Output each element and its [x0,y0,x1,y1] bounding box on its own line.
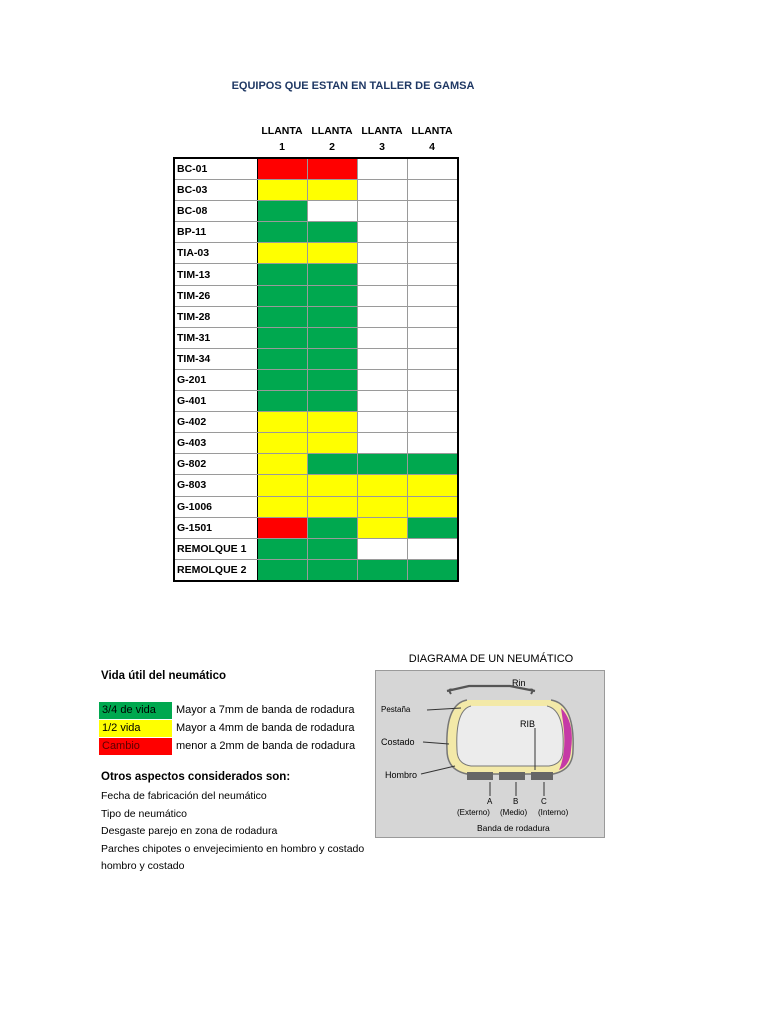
equipment-label: G-401 [174,391,258,412]
aspect-item: Tipo de neumático [101,807,187,820]
equipment-label: TIM-31 [174,327,258,348]
tire-status-cell-llanta-4 [408,496,459,517]
tire-status-cell-llanta-1 [258,412,308,433]
tire-status-cell-llanta-3 [358,475,408,496]
column-header-line1: LLANTA [261,125,303,137]
table-row [174,538,458,559]
tire-status-cell-llanta-2 [308,158,358,180]
tire-status-table [173,157,459,582]
label-b: B [513,797,519,806]
tread-block-a [467,772,493,780]
tire-status-cell-llanta-2 [308,348,358,369]
tire-status-cell-llanta-2 [308,243,358,264]
column-header-line2: 2 [329,141,335,153]
table-row [174,327,458,348]
equipment-label: BC-08 [174,201,258,222]
column-header-line2: 4 [429,141,435,153]
tire-status-cell-llanta-3 [358,517,408,538]
tire-status-cell-llanta-4 [408,201,459,222]
equipment-label: G-803 [174,475,258,496]
tire-status-cell-llanta-3 [358,433,408,454]
tire-status-cell-llanta-2 [308,559,358,581]
label-banda-rodadura: Banda de rodadura [477,823,550,833]
label-rib: RIB [520,719,536,729]
table-row [174,243,458,264]
label-c: C [541,797,547,806]
column-header-line1: LLANTA [311,125,353,137]
tire-status-cell-llanta-4 [408,454,459,475]
tire-status-cell-llanta-1 [258,433,308,454]
tire-status-cell-llanta-1 [258,201,308,222]
tire-status-cell-llanta-3 [358,412,408,433]
aspect-item: Desgaste parejo en zona de rodadura [101,825,278,837]
table-row [174,391,458,412]
tire-status-cell-llanta-1 [258,180,308,201]
table-row [174,158,458,180]
legend-title: Vida útil del neumático [101,670,227,682]
tire-status-cell-llanta-3 [358,264,408,285]
column-header-line1: LLANTA [361,125,403,137]
aspect-item: Fecha de fabricación del neumático [101,790,267,802]
tire-status-cell-llanta-1 [258,517,308,538]
column-header-llanta-3 [357,123,407,155]
tire-status-cell-llanta-1 [258,369,308,390]
tire-status-cell-llanta-3 [358,180,408,201]
tire-status-cell-llanta-4 [408,158,459,180]
tire-status-cell-llanta-3 [358,158,408,180]
aspects-title: Otros aspectos considerados son: [101,771,291,783]
equipment-label: TIA-03 [174,243,258,264]
aspects-list [101,788,364,876]
table-row [174,496,458,517]
label-rin: Rin [512,678,526,688]
tire-status-cell-llanta-4 [408,391,459,412]
tire-status-cell-llanta-1 [258,222,308,243]
tire-status-cell-llanta-2 [308,433,358,454]
tire-status-cell-llanta-1 [258,538,308,559]
legend-description: Mayor a 4mm de banda de rodadura [176,722,355,734]
equipment-label: TIM-13 [174,264,258,285]
tire-status-cell-llanta-4 [408,412,459,433]
equipment-label: G-402 [174,412,258,433]
tire-status-cell-llanta-2 [308,412,358,433]
tire-status-cell-llanta-3 [358,201,408,222]
equipment-label: BC-01 [174,158,258,180]
tire-diagram-image [375,670,605,838]
column-header-llanta-2 [307,123,357,155]
equipment-label: BC-03 [174,180,258,201]
tire-status-cell-llanta-3 [358,222,408,243]
tire-inner-cavity-shape [457,706,563,766]
tire-status-cell-llanta-2 [308,475,358,496]
tire-status-cell-llanta-4 [408,243,459,264]
column-header-line1: LLANTA [411,125,453,137]
tire-status-cell-llanta-4 [408,559,459,581]
table-row [174,264,458,285]
tire-status-cell-llanta-1 [258,264,308,285]
tire-status-cell-llanta-3 [358,306,408,327]
tread-block-b [499,772,525,780]
equipment-label: REMOLQUE 1 [174,538,258,559]
tire-status-cell-llanta-1 [258,454,308,475]
label-costado: Costado [381,737,415,747]
tire-status-cell-llanta-1 [258,243,308,264]
tire-status-cell-llanta-4 [408,222,459,243]
label-medio: (Medio) [500,808,528,817]
legend-swatch-red: Cambio [99,738,172,755]
page-title: EQUIPOS QUE ESTAN EN TALLER DE GAMSA [231,80,475,92]
tire-status-cell-llanta-4 [408,538,459,559]
table-row [174,412,458,433]
tire-status-cell-llanta-2 [308,264,358,285]
table-row [174,285,458,306]
column-header-llanta-1 [257,123,307,155]
tire-status-cell-llanta-4 [408,327,459,348]
label-a: A [487,797,493,806]
table-row [174,369,458,390]
tire-status-cell-llanta-4 [408,180,459,201]
tire-status-cell-llanta-2 [308,201,358,222]
table-row [174,348,458,369]
column-header-line2: 3 [379,141,385,153]
legend-row-green [99,701,355,719]
diagram-title: DIAGRAMA DE UN NEUMÁTICO [408,653,574,665]
tire-status-cell-llanta-2 [308,222,358,243]
label-hombro: Hombro [385,770,418,780]
table-row [174,475,458,496]
tire-status-cell-llanta-3 [358,348,408,369]
tire-status-cell-llanta-4 [408,306,459,327]
equipment-label: TIM-26 [174,285,258,306]
tire-status-cell-llanta-2 [308,454,358,475]
tire-status-cell-llanta-1 [258,559,308,581]
tread-block-c [531,772,553,780]
legend-row-yellow [99,719,355,737]
equipment-label: REMOLQUE 2 [174,559,258,581]
label-pestana: Pestaña [381,705,411,714]
table-row [174,517,458,538]
tire-status-cell-llanta-3 [358,369,408,390]
tire-status-cell-llanta-3 [358,496,408,517]
table-row [174,559,458,581]
tire-status-cell-llanta-3 [358,454,408,475]
tire-status-cell-llanta-1 [258,348,308,369]
tire-status-cell-llanta-2 [308,391,358,412]
tire-status-cell-llanta-3 [358,327,408,348]
table-row [174,433,458,454]
tire-status-cell-llanta-4 [408,285,459,306]
tire-diagram [375,670,605,838]
equipment-label: G-802 [174,454,258,475]
equipment-label: BP-11 [174,222,258,243]
table-row [174,454,458,475]
tire-status-cell-llanta-4 [408,475,459,496]
tire-status-table-body [174,158,458,581]
equipment-label: G-1006 [174,496,258,517]
table-row [174,180,458,201]
tire-status-cell-llanta-4 [408,369,459,390]
tire-status-cell-llanta-1 [258,327,308,348]
tire-status-cell-llanta-2 [308,285,358,306]
tire-status-cell-llanta-3 [358,243,408,264]
tire-status-cell-llanta-4 [408,433,459,454]
tire-status-cell-llanta-3 [358,538,408,559]
aspect-item: Parches chipotes o envejecimiento en hombro y costado [101,842,365,855]
table-row [174,222,458,243]
tire-status-cell-llanta-3 [358,559,408,581]
label-externo: (Externo) [457,808,490,817]
tire-status-cell-llanta-1 [258,475,308,496]
tire-status-cell-llanta-1 [258,285,308,306]
tire-status-cell-llanta-3 [358,391,408,412]
tire-status-cell-llanta-2 [308,369,358,390]
legend-swatch-green: 3/4 de vida [99,702,172,719]
aspect-item: hombro y costado [101,860,185,872]
tire-status-cell-llanta-2 [308,517,358,538]
column-header-line2: 1 [279,141,285,153]
legend [99,701,355,755]
equipment-label: G-1501 [174,517,258,538]
tire-status-cell-llanta-2 [308,180,358,201]
tire-status-cell-llanta-2 [308,496,358,517]
legend-description: Mayor a 7mm de banda de rodadura [176,704,355,716]
column-header-llanta-4 [407,123,457,155]
tire-status-cell-llanta-1 [258,158,308,180]
equipment-label: TIM-28 [174,306,258,327]
legend-swatch-yellow: 1/2 vida [99,720,172,737]
tire-status-cell-llanta-1 [258,306,308,327]
tire-status-cell-llanta-2 [308,538,358,559]
tire-status-cell-llanta-1 [258,496,308,517]
label-interno: (Interno) [538,808,569,817]
tire-status-cell-llanta-4 [408,517,459,538]
legend-description: menor a 2mm de banda de rodadura [176,740,356,752]
table-row [174,306,458,327]
tire-status-cell-llanta-4 [408,264,459,285]
table-row [174,201,458,222]
equipment-label: G-403 [174,433,258,454]
tire-status-cell-llanta-2 [308,327,358,348]
tire-status-cell-llanta-1 [258,391,308,412]
tire-status-cell-llanta-4 [408,348,459,369]
legend-row-red [99,737,355,755]
equipment-label: G-201 [174,369,258,390]
tire-status-cell-llanta-2 [308,306,358,327]
tire-status-cell-llanta-3 [358,285,408,306]
equipment-label: TIM-34 [174,348,258,369]
